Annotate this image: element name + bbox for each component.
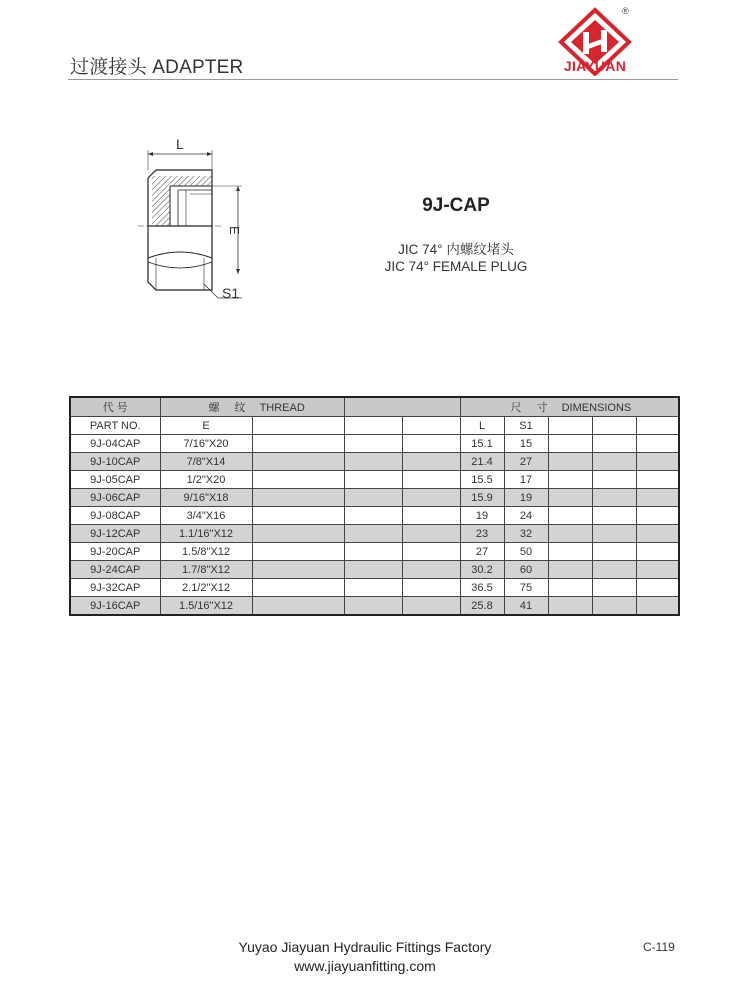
table-row [70, 579, 679, 597]
label-e: E [227, 226, 242, 235]
table-row [70, 471, 679, 489]
blank-cell [252, 543, 344, 561]
blank-cell [636, 507, 679, 525]
subheader-e: E [160, 417, 252, 435]
blank-cell [344, 597, 402, 616]
header-thread-cn: 螺 纹 [208, 402, 252, 414]
blank-cell [636, 579, 679, 597]
thread-e-cell: 9/16"X18 [160, 489, 252, 507]
subheader-blank [592, 417, 636, 435]
blank-cell [548, 453, 592, 471]
blank-cell [592, 597, 636, 616]
blank-cell [592, 471, 636, 489]
blank-cell [344, 507, 402, 525]
product-description-cn: JIC 74° 内螺纹堵头 [398, 242, 514, 257]
blank-cell [548, 471, 592, 489]
blank-cell [636, 471, 679, 489]
blank-cell [636, 561, 679, 579]
label-s1: S1 [222, 285, 240, 301]
table-row [70, 543, 679, 561]
blank-cell [344, 543, 402, 561]
header-thread-en: THREAD [259, 402, 305, 414]
dimension-s1-cell: 75 [504, 579, 548, 597]
blank-cell [402, 561, 460, 579]
blank-cell [402, 471, 460, 489]
header-dims-cn: 尺 寸 [510, 402, 554, 414]
blank-cell [548, 525, 592, 543]
cap-technical-drawing [130, 138, 250, 308]
thread-e-cell: 1.1/16"X12 [160, 525, 252, 543]
dimension-l-cell: 15.5 [460, 471, 504, 489]
dimension-l-cell: 30.2 [460, 561, 504, 579]
part-no-cell: 9J-08CAP [70, 507, 160, 525]
blank-cell [548, 597, 592, 616]
part-no-cell: 9J-32CAP [70, 579, 160, 597]
blank-cell [636, 435, 679, 453]
thread-e-cell: 1.5/16"X12 [160, 597, 252, 616]
dimension-l-cell: 23 [460, 525, 504, 543]
blank-cell [402, 507, 460, 525]
dimension-l-cell: 25.8 [460, 597, 504, 616]
product-code: 9J-CAP [422, 195, 490, 216]
dimension-s1-cell: 41 [504, 597, 548, 616]
blank-cell [402, 489, 460, 507]
blank-cell [344, 525, 402, 543]
table-row [70, 453, 679, 471]
blank-cell [252, 561, 344, 579]
dimension-l-cell: 15.9 [460, 489, 504, 507]
blank-cell [636, 453, 679, 471]
dimension-l-cell: 19 [460, 507, 504, 525]
table-row [70, 489, 679, 507]
blank-cell [344, 489, 402, 507]
dimension-s1-cell: 19 [504, 489, 548, 507]
table-row [70, 561, 679, 579]
blank-cell [402, 453, 460, 471]
subheader-blank [252, 417, 344, 435]
dimension-s1-cell: 60 [504, 561, 548, 579]
blank-cell [548, 543, 592, 561]
label-l: L [176, 138, 184, 152]
header-partno-cn: 代 号 [70, 397, 160, 417]
blank-cell [592, 453, 636, 471]
header-dims-en: DIMENSIONS [561, 402, 632, 414]
thread-e-cell: 3/4"X16 [160, 507, 252, 525]
subheader-blank [402, 417, 460, 435]
blank-cell [636, 543, 679, 561]
blank-cell [592, 579, 636, 597]
table-subheader-row [70, 417, 679, 435]
subheader-blank [548, 417, 592, 435]
specification-table [69, 396, 680, 616]
blank-cell [548, 489, 592, 507]
part-no-cell: 9J-06CAP [70, 489, 160, 507]
blank-cell [636, 597, 679, 616]
table-row [70, 507, 679, 525]
blank-cell [252, 597, 344, 616]
part-no-cell: 9J-20CAP [70, 543, 160, 561]
dimension-s1-cell: 27 [504, 453, 548, 471]
header-thread [160, 397, 344, 417]
page-number: C-119 [643, 940, 675, 954]
dimension-l-cell: 27 [460, 543, 504, 561]
subheader-s1: S1 [504, 417, 548, 435]
table-row [70, 525, 679, 543]
thread-e-cell: 7/16"X20 [160, 435, 252, 453]
dimension-s1-cell: 17 [504, 471, 548, 489]
thread-e-cell: 1/2"X20 [160, 471, 252, 489]
subheader-blank [636, 417, 679, 435]
dimension-s1-cell: 15 [504, 435, 548, 453]
blank-cell [252, 453, 344, 471]
blank-cell [592, 507, 636, 525]
footer-website: www.jiayuanfitting.com [294, 958, 436, 974]
blank-cell [252, 435, 344, 453]
blank-cell [344, 579, 402, 597]
blank-cell [402, 435, 460, 453]
blank-cell [344, 561, 402, 579]
blank-cell [252, 525, 344, 543]
blank-cell [548, 435, 592, 453]
brand-name: JIAYUAN [563, 58, 627, 74]
thread-e-cell: 2.1/2"X12 [160, 579, 252, 597]
footer-company: Yuyao Jiayuan Hydraulic Fittings Factory [238, 939, 492, 955]
dimension-s1-cell: 32 [504, 525, 548, 543]
blank-cell [344, 435, 402, 453]
table-row [70, 435, 679, 453]
blank-cell [548, 507, 592, 525]
blank-cell [592, 435, 636, 453]
header-dimensions [460, 397, 679, 417]
blank-cell [592, 561, 636, 579]
blank-cell [592, 525, 636, 543]
blank-cell [402, 543, 460, 561]
registered-mark: ® [622, 6, 629, 16]
page-title: 过渡接头 ADAPTER [70, 57, 244, 78]
thread-e-cell: 7/8"X14 [160, 453, 252, 471]
dimension-l-cell: 21.4 [460, 453, 504, 471]
part-no-cell: 9J-05CAP [70, 471, 160, 489]
thread-e-cell: 1.5/8"X12 [160, 543, 252, 561]
subheader-l: L [460, 417, 504, 435]
part-no-cell: 9J-16CAP [70, 597, 160, 616]
blank-cell [344, 471, 402, 489]
header-blank [344, 397, 460, 417]
part-no-cell: 9J-24CAP [70, 561, 160, 579]
header-divider [68, 79, 678, 80]
blank-cell [592, 489, 636, 507]
blank-cell [402, 579, 460, 597]
blank-cell [636, 525, 679, 543]
blank-cell [252, 471, 344, 489]
dimension-s1-cell: 50 [504, 543, 548, 561]
blank-cell [548, 579, 592, 597]
subheader-blank [344, 417, 402, 435]
thread-e-cell: 1.7/8"X12 [160, 561, 252, 579]
product-description-en: JIC 74° FEMALE PLUG [384, 259, 528, 274]
part-no-cell: 9J-04CAP [70, 435, 160, 453]
part-no-cell: 9J-10CAP [70, 453, 160, 471]
blank-cell [402, 597, 460, 616]
subheader-partno: PART NO. [70, 417, 160, 435]
blank-cell [252, 489, 344, 507]
blank-cell [402, 525, 460, 543]
blank-cell [344, 453, 402, 471]
part-no-cell: 9J-12CAP [70, 525, 160, 543]
blank-cell [592, 543, 636, 561]
dimension-s1-cell: 24 [504, 507, 548, 525]
blank-cell [636, 489, 679, 507]
blank-cell [252, 507, 344, 525]
blank-cell [252, 579, 344, 597]
blank-cell [548, 561, 592, 579]
dimension-l-cell: 36.5 [460, 579, 504, 597]
table-row [70, 597, 679, 616]
table-header-row [70, 397, 679, 417]
dimension-l-cell: 15.1 [460, 435, 504, 453]
